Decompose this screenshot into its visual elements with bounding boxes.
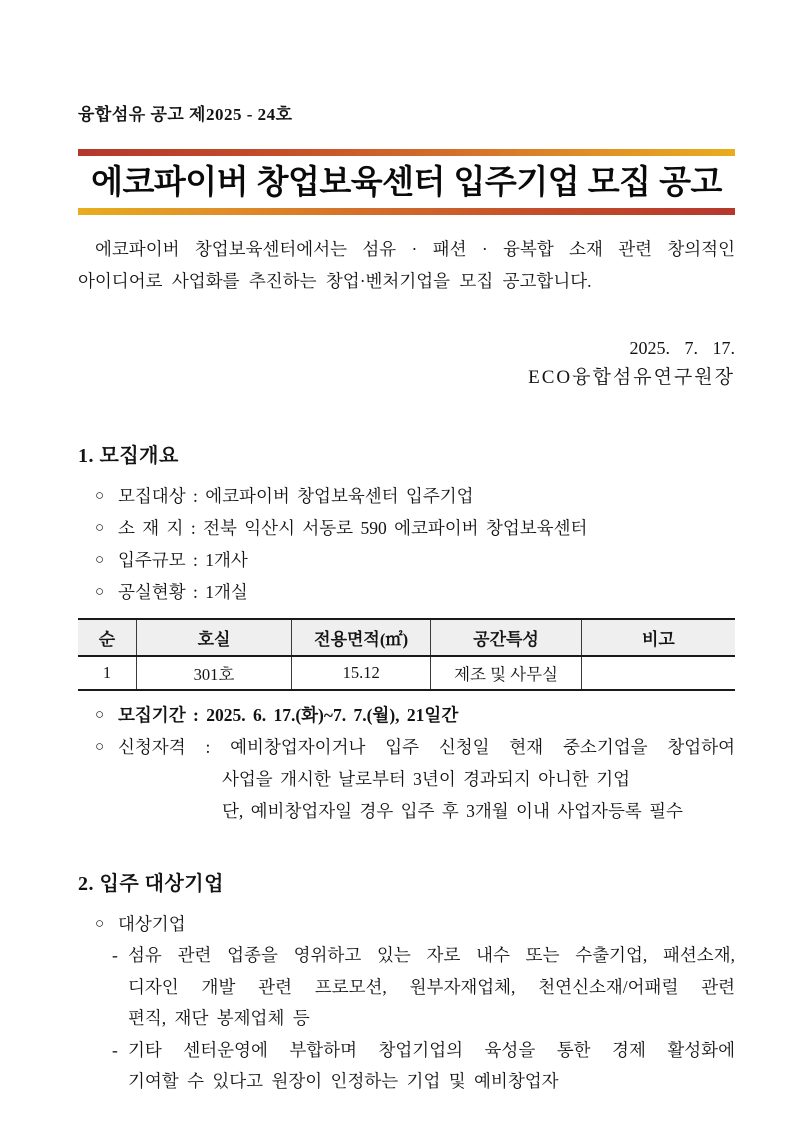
list-item-text: 대상기업 (118, 914, 186, 934)
qualification-content (118, 731, 735, 827)
list-item-period (78, 699, 735, 731)
section-heading: 2. 입주 대상기업 (78, 873, 224, 895)
intro-line: 에코파이버 창업보육센터에서는 섬유 · 패션 · 융복합 소재 관련 창의적인 (95, 239, 735, 259)
signature-block (78, 333, 735, 393)
intro-line: 아이디어로 사업화를 추진하는 창업·벤처기업을 모집 공고합니다. (78, 271, 592, 291)
dash-item-line: 편직, 재단 봉제업체 등 (128, 1008, 310, 1028)
dash-item-other (78, 1035, 735, 1098)
list-item-target-companies (78, 908, 735, 940)
dash-item-line: 기여할 수 있다고 원장이 인정하는 기업 및 예비창업자 (128, 1071, 559, 1091)
circle-bullet: ○ (95, 552, 105, 568)
cell-feature: 제조 및 사무실 (431, 656, 581, 690)
announcement-date: 2025. 7. 17. (629, 338, 735, 358)
period-qualification-list (78, 699, 735, 827)
title-gradient-bar-top (78, 149, 735, 156)
dash-list (78, 940, 735, 1098)
eligible-item-list (78, 908, 735, 1098)
list-item-qualification (78, 731, 735, 827)
overview-item-list (78, 480, 735, 608)
qualification-line: 단, 예비창업자일 경우 입주 후 3개월 이내 사업자등록 필수 (222, 801, 683, 821)
table-header-order: 순 (78, 619, 136, 656)
intro-paragraph (78, 233, 735, 297)
dash-item-textile (78, 940, 735, 1035)
title-block (78, 149, 735, 215)
dash-bullet: - (112, 1039, 118, 1060)
table-header-note: 비고 (581, 619, 735, 656)
document-title: 에코파이버 창업보육센터 입주기업 모집 공고 (91, 163, 722, 200)
table-header-area: 전용면적(㎡) (292, 619, 431, 656)
qualification-line (118, 731, 735, 763)
circle-bullet: ○ (95, 520, 105, 536)
list-item-target (78, 480, 735, 512)
circle-bullet: ○ (95, 488, 105, 504)
dash-item-line: 디자인 개발 관련 프로모션, 원부자재업체, 천연신소재/어패럴 관련 (128, 976, 735, 997)
list-item-text: 입주규모 : 1개사 (118, 550, 248, 570)
table-header-room: 호실 (136, 619, 291, 656)
circle-bullet: ○ (95, 584, 105, 600)
cell-note (581, 656, 735, 690)
table-header-row (78, 619, 735, 656)
signer-name: ECO융합섬유연구원장 (528, 367, 735, 388)
list-item-location (78, 512, 735, 544)
list-item-text: 모집대상 : 에코파이버 창업보육센터 입주기업 (118, 486, 474, 506)
title-gradient-bar-bottom (78, 208, 735, 215)
cell-area: 15.12 (292, 656, 431, 690)
circle-bullet: ○ (95, 916, 105, 932)
list-item-scale (78, 544, 735, 576)
notice-number: 융합섬유 공고 제2025 - 24호 (78, 105, 293, 124)
qualification-line: 사업을 개시한 날로부터 3년이 경과되지 아니한 기업 (222, 769, 631, 789)
dash-item-lines (128, 940, 735, 1035)
section-heading: 1. 모집개요 (78, 445, 179, 467)
list-item-text: 소 재 지 : 전북 익산시 서동로 590 에코파이버 창업보육센터 (118, 518, 588, 538)
list-item-vacancy (78, 576, 735, 608)
qualification-text: 예비창업자이거나 입주 신청일 현재 중소기업을 창업하여 (230, 737, 735, 757)
section-recruitment-overview (78, 443, 735, 827)
cell-order: 1 (102, 663, 112, 682)
dash-item-line: 섬유 관련 업종을 영위하고 있는 자로 내수 또는 수출기업, 패션소재, (128, 945, 735, 965)
qualification-label: 신청자격 : (118, 737, 211, 757)
dash-item-line: 기타 센터운영에 부합하며 창업기업의 육성을 통한 경제 활성화에 (128, 1039, 735, 1060)
cell-room: 301호 (136, 656, 291, 690)
dash-item-lines (128, 1035, 735, 1098)
room-info-table (78, 618, 735, 691)
circle-bullet: ○ (95, 739, 105, 755)
circle-bullet: ○ (95, 707, 105, 723)
table-header-feature: 공간특성 (431, 619, 581, 656)
list-item-text: 모집기간 : 2025. 6. 17.(화)~7. 7.(월), 21일간 (118, 705, 459, 725)
table-row (78, 656, 735, 690)
section-eligible-companies (78, 871, 735, 1098)
list-item-text: 공실현황 : 1개실 (118, 582, 248, 602)
dash-bullet: - (112, 945, 118, 965)
